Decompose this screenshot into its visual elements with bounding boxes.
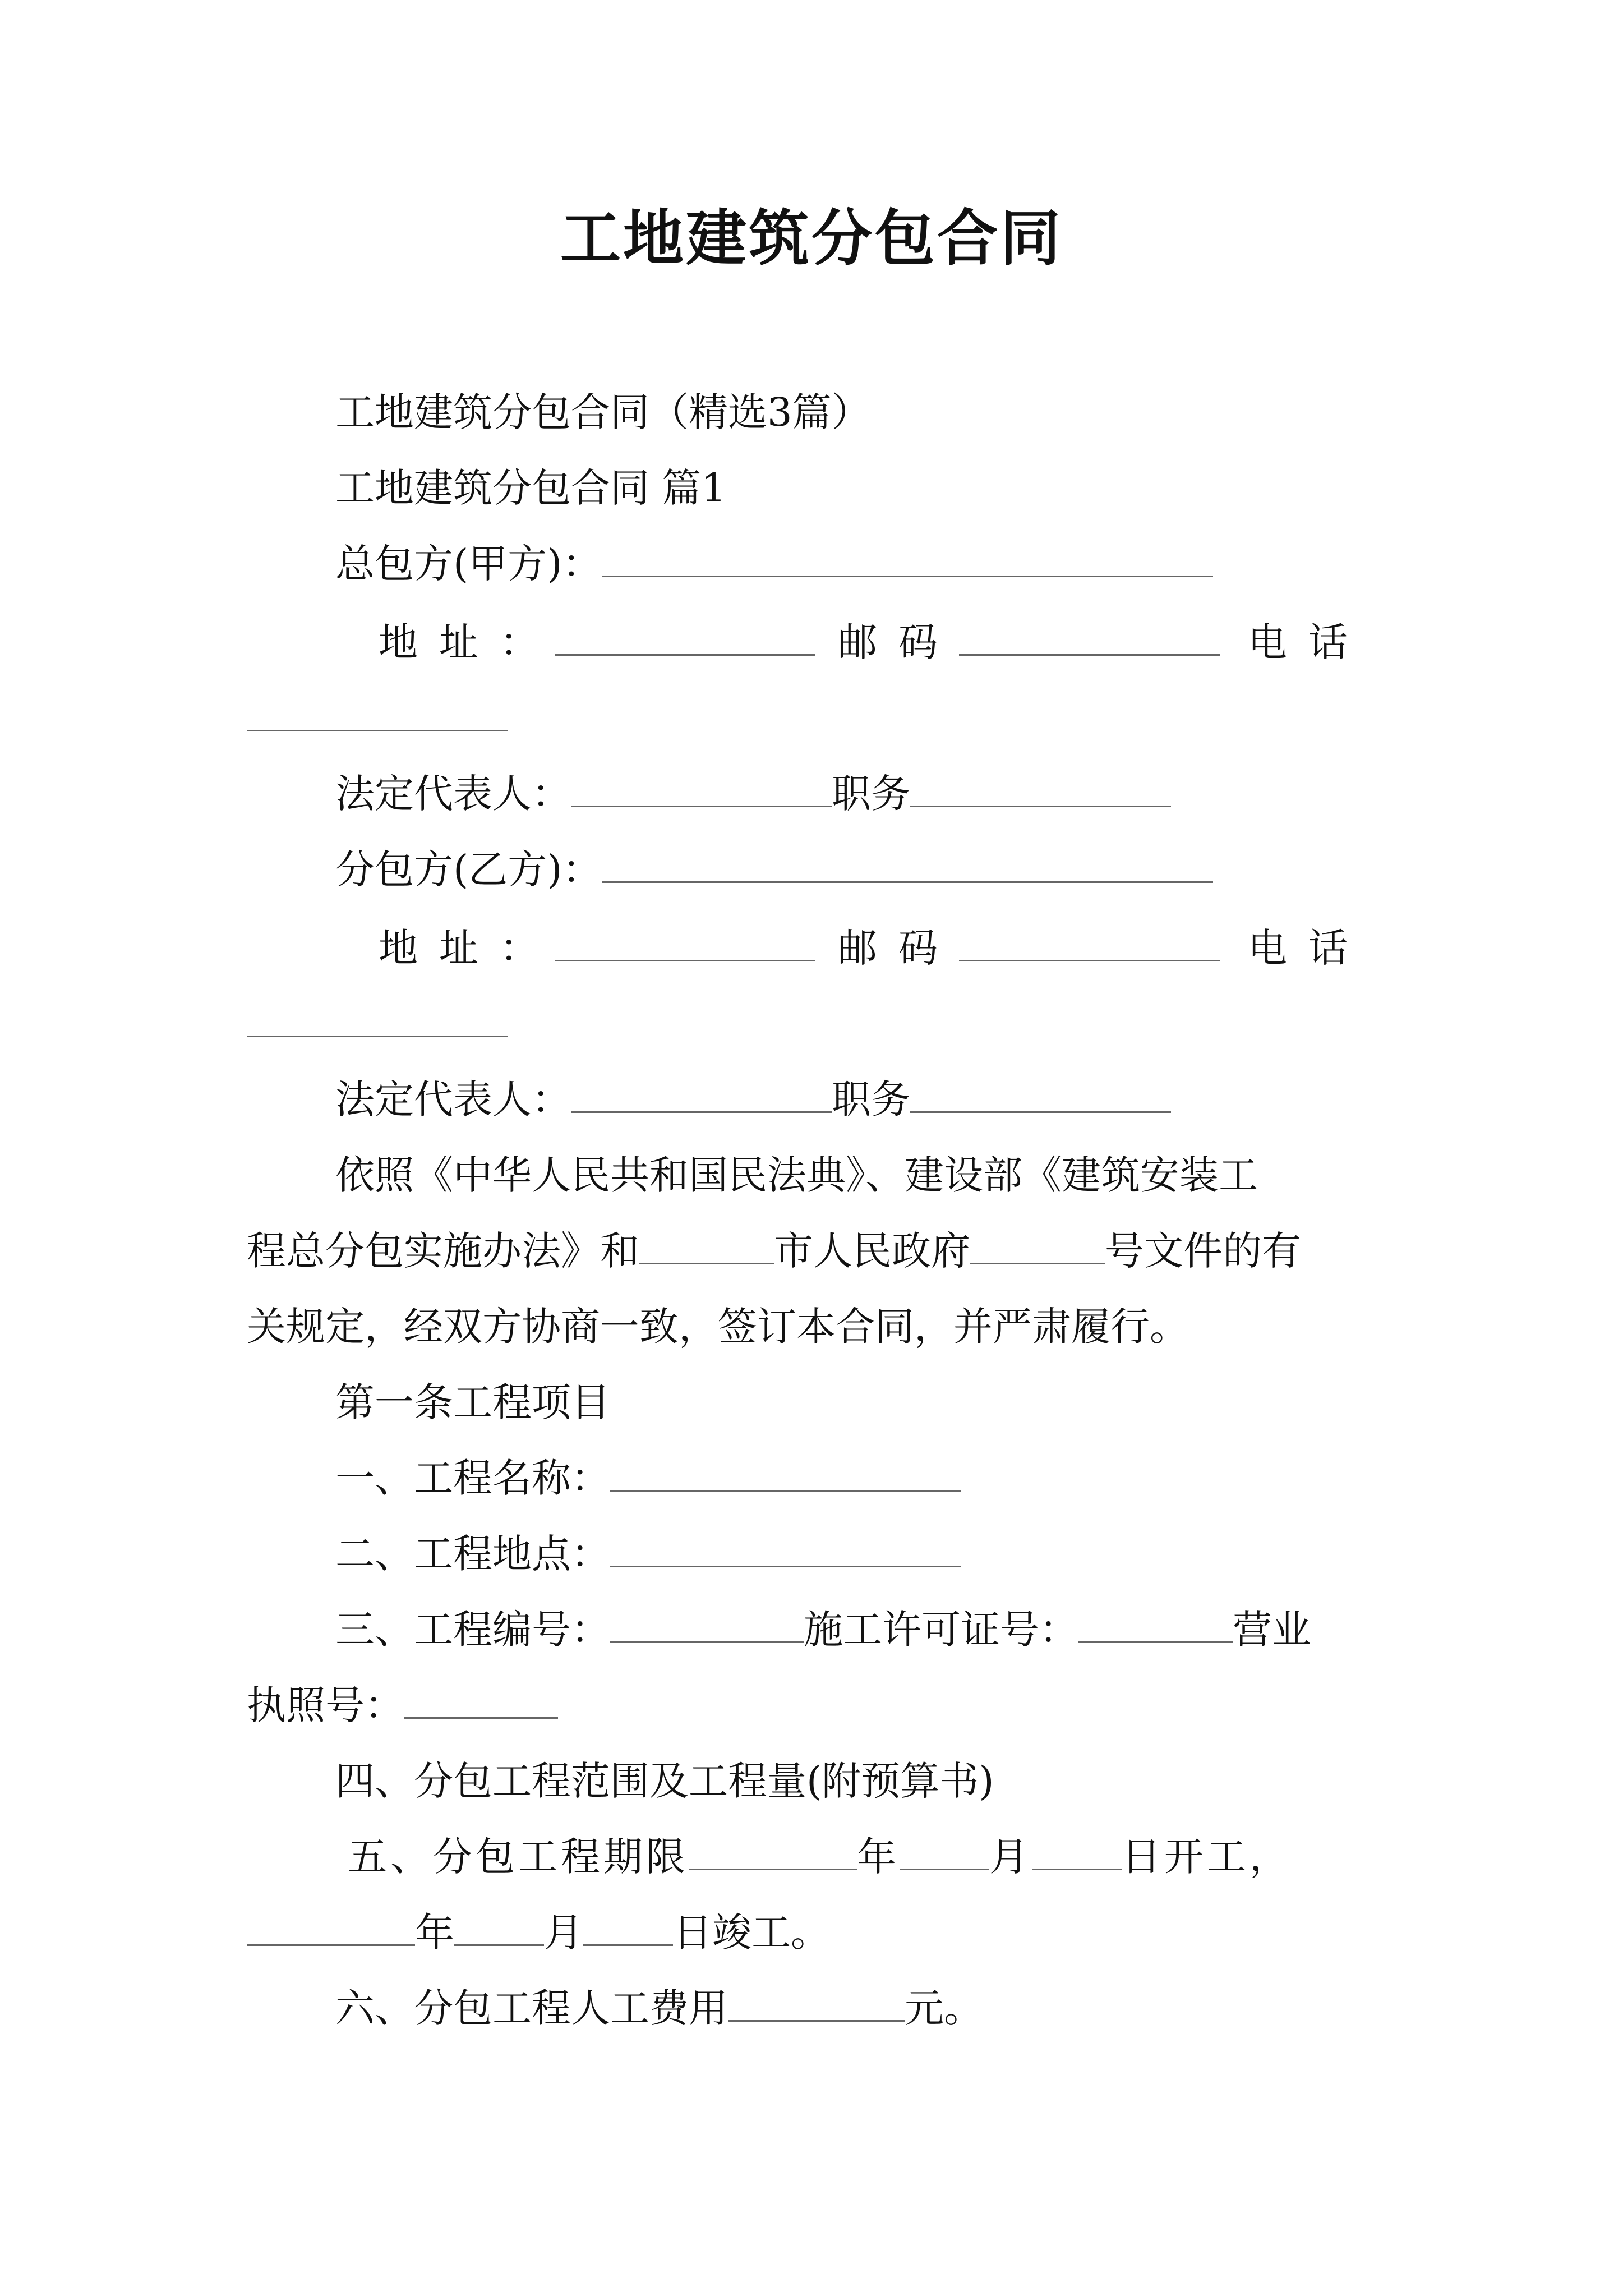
party-b-address-field[interactable] (555, 926, 815, 961)
project-location-field[interactable] (610, 1532, 961, 1567)
party-a-phone-field[interactable] (247, 696, 508, 731)
party-b-line (335, 841, 1213, 898)
party-a-line (335, 536, 1213, 592)
party-b-label: 分包方(乙方)： (335, 846, 602, 892)
basis-line-2b: 市人民政府 (774, 1228, 970, 1274)
party-b-zip-label: 邮码 (838, 925, 959, 971)
end-day-label: 日竣工。 (673, 1910, 830, 1955)
party-a-address-line (379, 614, 1369, 670)
party-b-rep-field[interactable] (571, 1078, 832, 1113)
end-year-field[interactable] (247, 1911, 415, 1946)
end-month-label: 月 (544, 1910, 583, 1955)
party-b-rep-line (335, 1071, 1171, 1128)
labor-cost-field[interactable] (728, 1986, 905, 2022)
project-number-field[interactable] (610, 1608, 804, 1643)
cost-label: 六、分包工程人工费用 (335, 1985, 728, 2031)
project-name-line (335, 1450, 961, 1506)
start-day-label: 日开工， (1122, 1834, 1292, 1880)
party-a-title-field[interactable] (910, 772, 1171, 807)
scope-line: 四、分包工程范围及工程量(附预算书) (335, 1758, 994, 1804)
start-year-field[interactable] (689, 1835, 857, 1870)
project-number-line (335, 1602, 1311, 1658)
subtitle-all: 工地建筑分包合同（精选3篇） (335, 389, 871, 435)
document-number-field[interactable] (970, 1229, 1105, 1264)
project-location-line (335, 1526, 961, 1582)
project-location-label: 二、工程地点： (335, 1531, 610, 1577)
party-a-zip-label: 邮码 (838, 619, 959, 665)
basis-line-2 (247, 1223, 1301, 1279)
party-b-phone-line (247, 996, 508, 1052)
completion-line (247, 1904, 830, 1961)
party-b-address-line (379, 920, 1369, 976)
cost-line (335, 1980, 983, 2036)
party-a-rep-label: 法定代表人： (335, 771, 571, 817)
license-line (247, 1677, 558, 1733)
end-year-label: 年 (415, 1910, 454, 1955)
end-month-field[interactable] (454, 1911, 544, 1946)
basis-line-2a: 程总分包实施办法》和 (247, 1228, 639, 1274)
party-a-label: 总包方(甲方)： (335, 541, 602, 587)
period-line (348, 1829, 1292, 1885)
party-a-address-label: 地址： (379, 619, 560, 665)
party-a-phone-line (247, 690, 508, 746)
party-a-name-field[interactable] (602, 542, 1213, 577)
basis-line-2c: 号文件的有 (1105, 1228, 1301, 1274)
party-a-rep-line (335, 766, 1171, 822)
basis-line-3: 关规定，经双方协商一致，签订本合同，并严肃履行。 (247, 1304, 1189, 1350)
party-a-address-field[interactable] (555, 620, 815, 656)
document-title: 工地建筑分包合同 (560, 203, 1063, 274)
party-b-rep-label: 法定代表人： (335, 1076, 571, 1122)
start-month-label: 月 (989, 1834, 1032, 1880)
project-name-field[interactable] (610, 1456, 961, 1492)
cost-unit-label: 元。 (905, 1985, 983, 2031)
article-1-heading: 第一条工程项目 (335, 1379, 610, 1425)
subtitle-part: 工地建筑分包合同 篇1 (335, 465, 726, 511)
project-number-label: 三、工程编号： (335, 1607, 610, 1653)
party-b-phone-label: 电话 (1248, 925, 1369, 971)
start-day-field[interactable] (1032, 1835, 1122, 1870)
end-day-field[interactable] (583, 1911, 673, 1946)
party-b-title-field[interactable] (910, 1078, 1171, 1113)
start-year-label: 年 (857, 1834, 900, 1880)
permit-number-label: 施工许可证号： (804, 1607, 1078, 1653)
party-b-phone-field[interactable] (247, 1002, 508, 1037)
project-name-label: 一、工程名称： (335, 1455, 610, 1501)
basis-line-1: 依照《中华人民共和国民法典》、建设部《建筑安装工 (335, 1152, 1258, 1198)
party-b-zip-field[interactable] (959, 926, 1220, 961)
start-month-field[interactable] (900, 1835, 989, 1870)
business-license-field[interactable] (404, 1683, 558, 1719)
party-a-zip-field[interactable] (959, 620, 1220, 656)
business-license-label-a: 营业 (1233, 1607, 1311, 1653)
permit-number-field[interactable] (1078, 1608, 1233, 1643)
business-license-label-b: 执照号： (247, 1682, 404, 1728)
party-a-title-label: 职务 (832, 771, 910, 817)
city-field[interactable] (639, 1229, 774, 1264)
party-b-title-label: 职务 (832, 1076, 910, 1122)
party-a-phone-label: 电话 (1248, 619, 1369, 665)
party-b-name-field[interactable] (602, 848, 1213, 883)
party-b-address-label: 地址： (379, 925, 560, 971)
party-a-rep-field[interactable] (571, 772, 832, 807)
period-label: 五、分包工程期限 (348, 1834, 689, 1880)
